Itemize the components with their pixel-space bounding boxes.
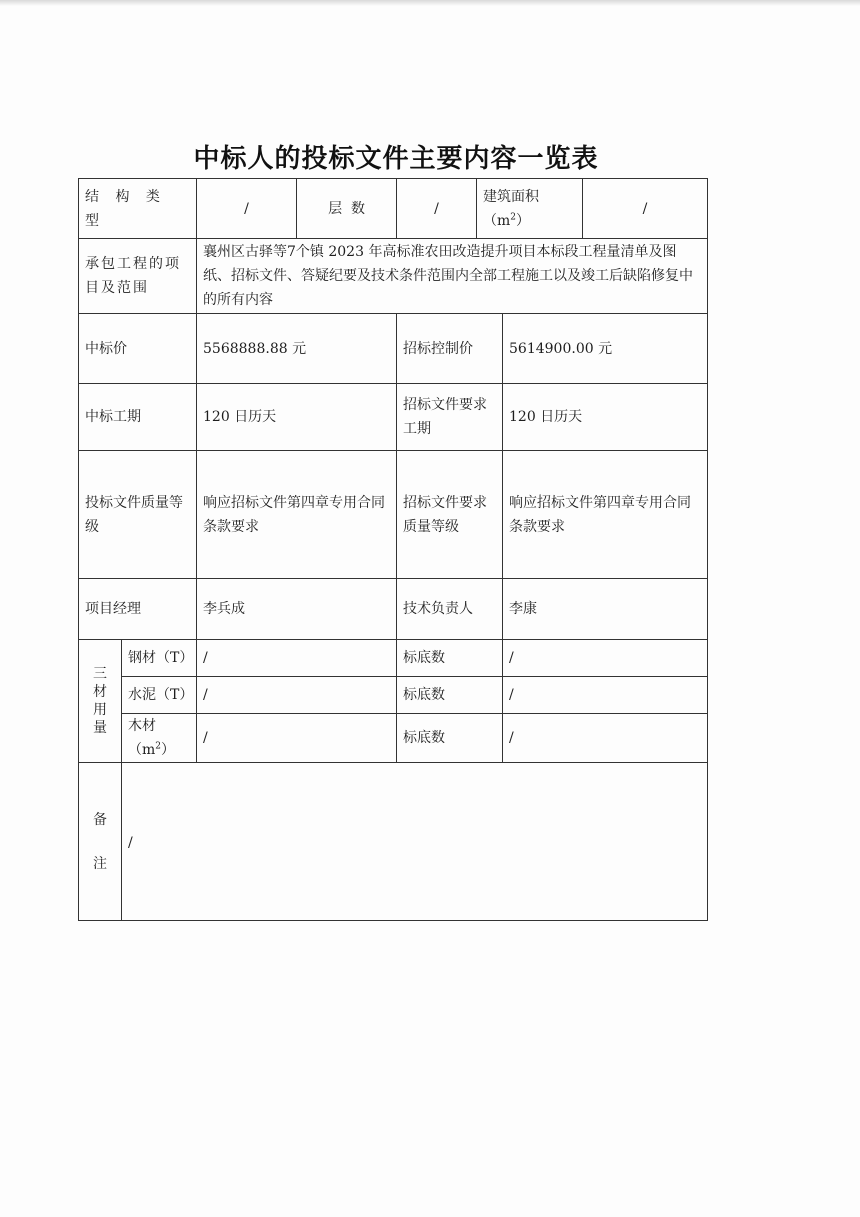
remarks-row [79,763,708,921]
remarks-char: 注 [93,855,107,872]
structure-label: 结 构 类 型 [79,179,197,239]
area-unit-sup: 2 [510,211,517,222]
material-base-value: / [503,714,708,763]
scope-value: 襄州区古驿等7个镇 2023 年高标准农田改造提升项目本标段工程量清单及图纸、招标文件、答疑纪要及技术条件范围内全部工程施工以及竣工后缺陷修复中的所有内容 [197,239,708,314]
materials-group-label [79,640,122,763]
required-duration-value: 120 日历天 [503,384,708,451]
remarks-value: / [122,763,708,921]
material-base-label: 标底数 [397,640,503,677]
material-base-value: / [503,677,708,714]
summary-table [78,178,708,921]
material-name-text: 木材（m [128,718,156,758]
area-label [477,179,583,239]
bid-duration-value: 120 日历天 [197,384,397,451]
quality-row [79,451,708,579]
material-name: 钢材（T） [122,640,197,677]
area-value: / [583,179,708,239]
structure-value: / [197,179,297,239]
material-value: / [197,640,397,677]
remarks-label [79,763,122,921]
bid-price-value: 5568888.88 元 [197,314,397,384]
price-row [79,314,708,384]
page-title: 中标人的投标文件主要内容一览表 [193,144,599,174]
tech-lead-label: 技术负责人 [397,579,503,640]
floors-value: / [397,179,477,239]
materials-char: 量 [93,720,107,736]
area-label-close: ） [516,212,531,229]
structure-row [79,179,708,239]
material-name-close: ） [161,742,176,758]
material-name [122,714,197,763]
control-price-label: 招标控制价 [397,314,503,384]
scope-row [79,239,708,314]
scope-label: 承包工程的项目及范围 [79,239,197,314]
project-manager-value: 李兵成 [197,579,397,640]
bid-price-label: 中标价 [79,314,197,384]
material-value: / [197,714,397,763]
scan-edge [0,0,860,6]
material-row-steel [79,640,708,677]
material-value: / [197,677,397,714]
required-quality-label: 招标文件要求质量等级 [397,451,503,579]
material-base-label: 标底数 [397,677,503,714]
bid-duration-label: 中标工期 [79,384,197,451]
bid-quality-label: 投标文件质量等级 [79,451,197,579]
area-label-text: 建筑面积（m [483,188,540,229]
materials-char: 材 [93,684,107,700]
material-name: 水泥（T） [122,677,197,714]
required-duration-label: 招标文件要求工期 [397,384,503,451]
material-base-label: 标底数 [397,714,503,763]
tech-lead-value: 李康 [503,579,708,640]
project-manager-label: 项目经理 [79,579,197,640]
material-base-value: / [503,640,708,677]
material-row-wood [79,714,708,763]
required-quality-value: 响应招标文件第四章专用合同条款要求 [503,451,708,579]
material-unit-sup: 2 [155,741,162,752]
control-price-value: 5614900.00 元 [503,314,708,384]
floors-label: 层 数 [297,179,397,239]
duration-row [79,384,708,451]
staff-row [79,579,708,640]
materials-char: 用 [93,702,107,718]
remarks-char: 备 [93,811,107,828]
bid-quality-value: 响应招标文件第四章专用合同条款要求 [197,451,397,579]
materials-char: 三 [93,666,107,682]
material-row-cement [79,677,708,714]
